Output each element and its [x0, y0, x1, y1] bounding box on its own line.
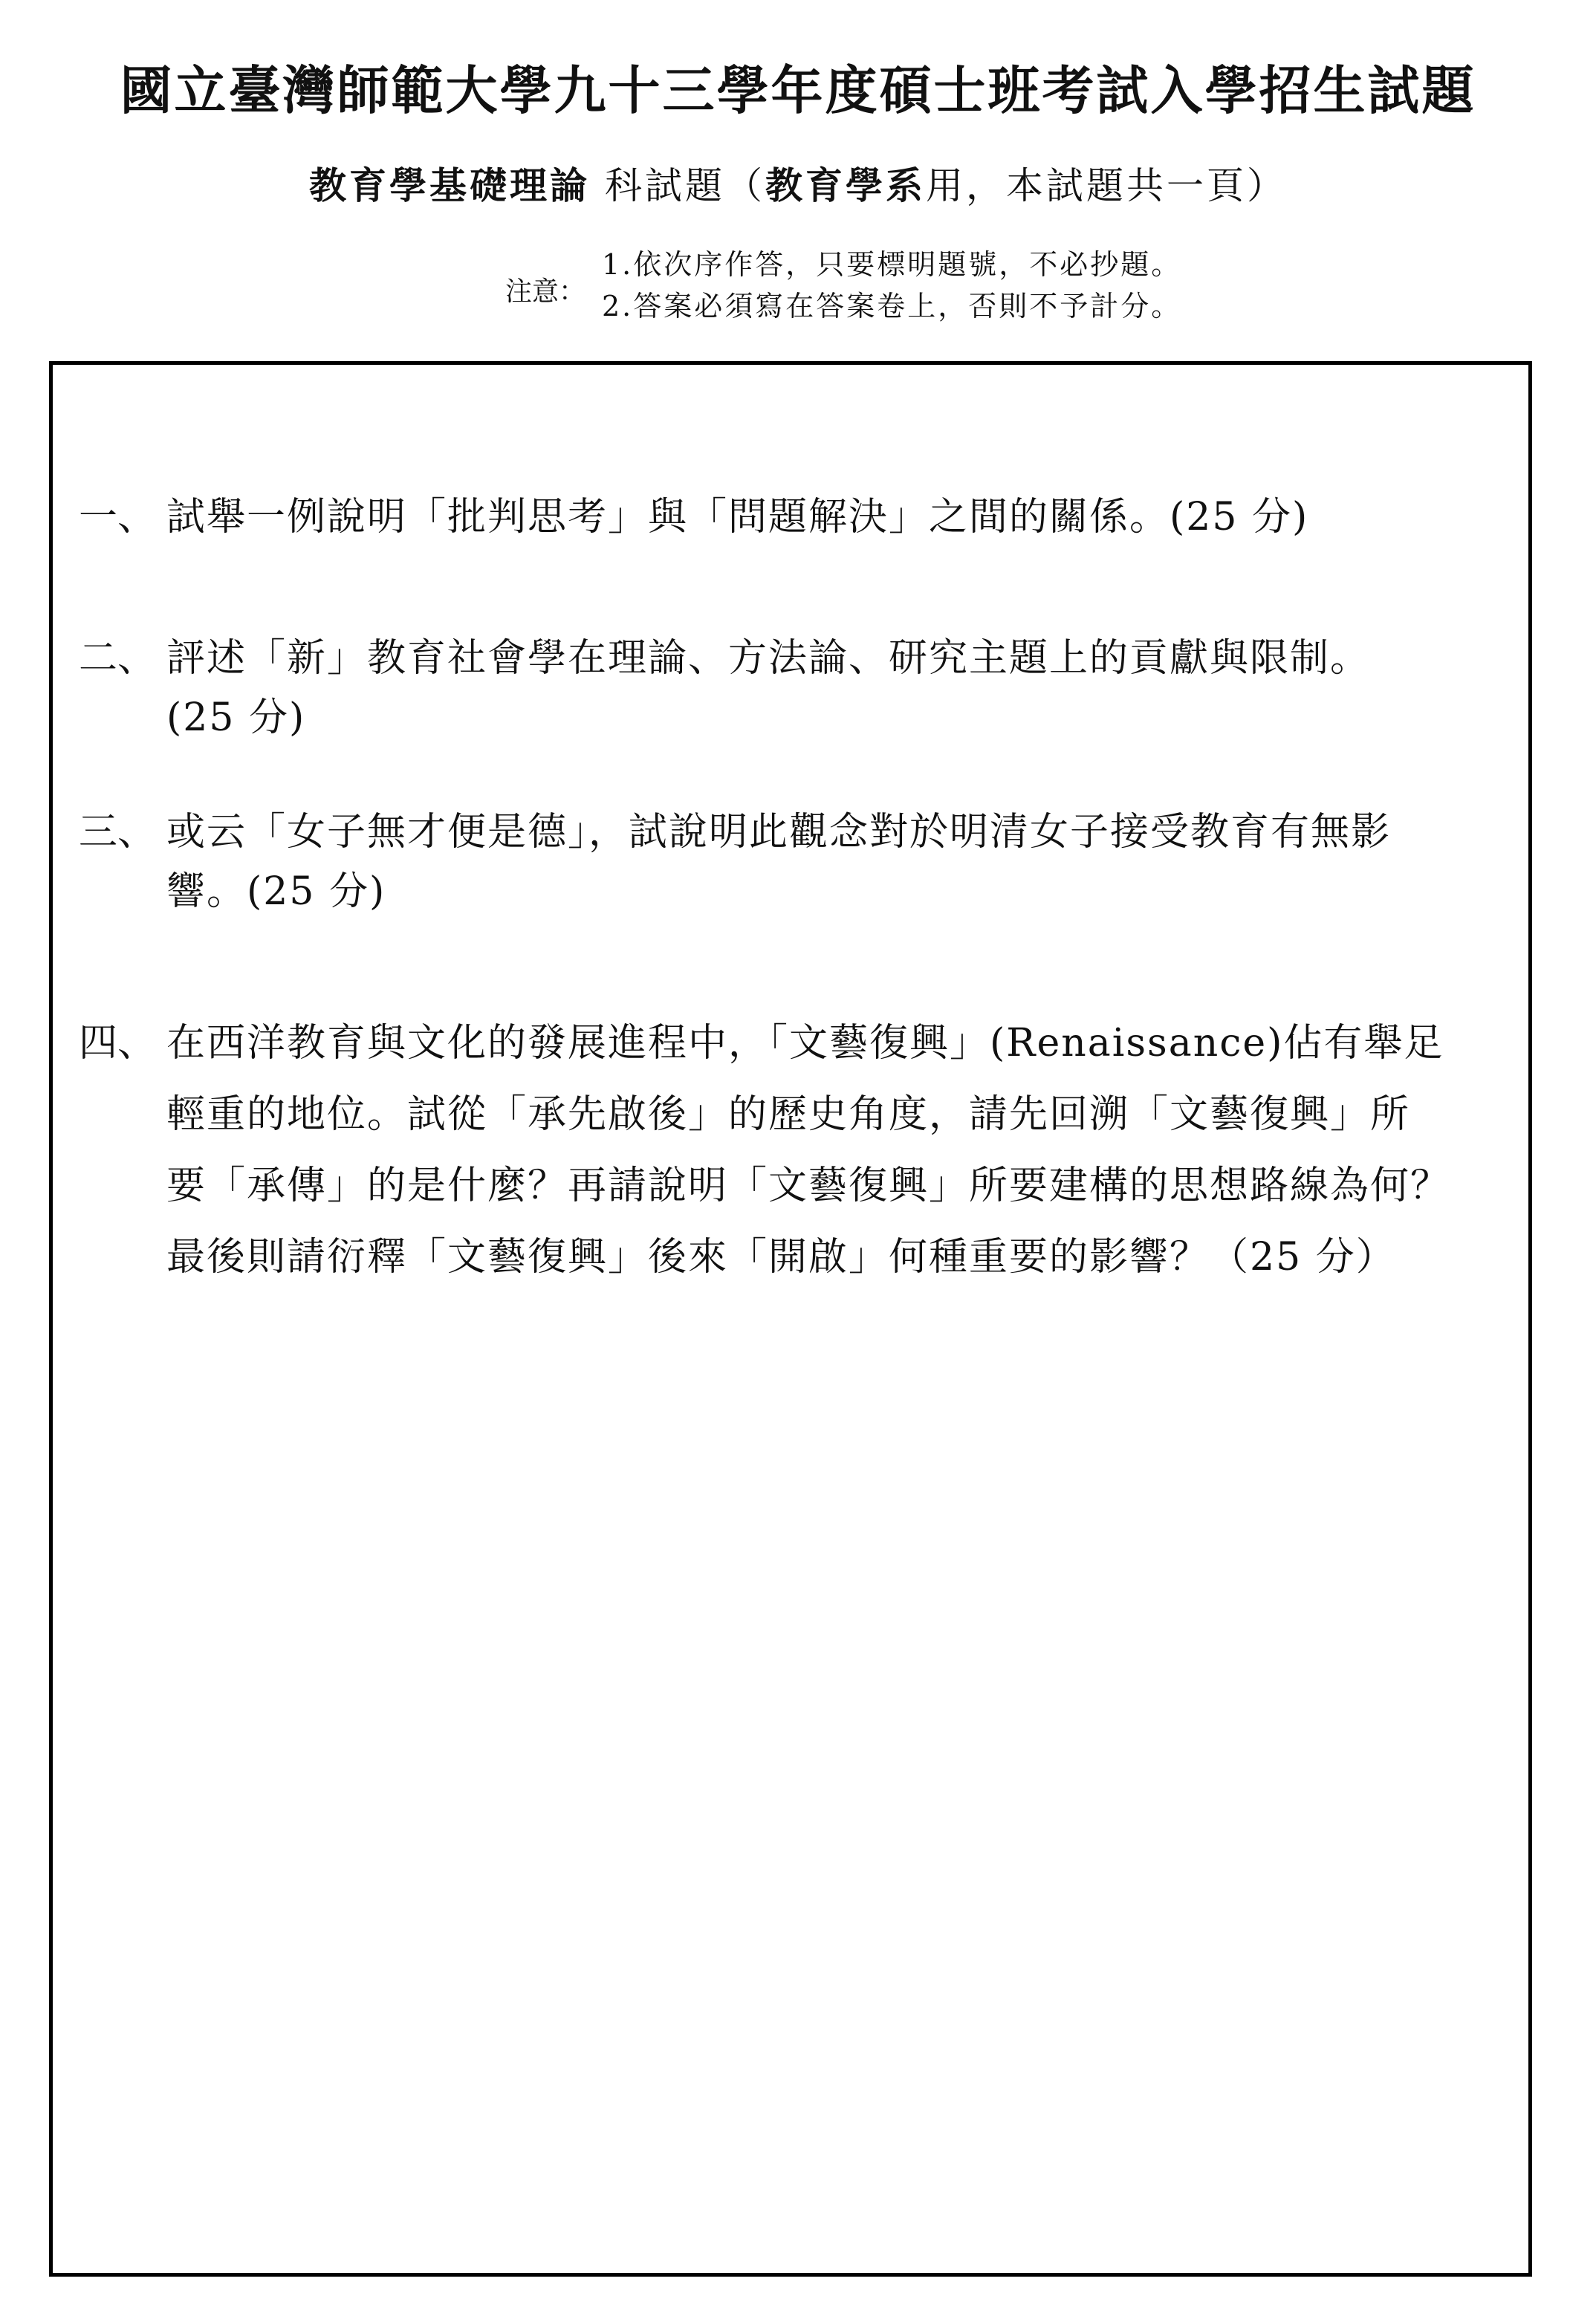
exam-subtitle — [0, 156, 1596, 210]
question-1 — [79, 481, 1505, 553]
department-suffix: 用，本試題共一頁） — [925, 164, 1287, 207]
question-text-line: 或云「女子無才便是德」，試說明此觀念對於明清女子接受教育有無影 — [166, 810, 1392, 854]
question-number: 二、 — [79, 636, 157, 681]
question-text-line: (25 分) — [166, 695, 306, 740]
notice-items — [602, 244, 1181, 327]
question-text-line: 最後則請衍釋「文藝復興」後來「開啟」何種重要的影響？（25 分） — [166, 1235, 1396, 1279]
notice-label: 注意： — [505, 276, 586, 307]
notice-item: 1.依次序作答，只要標明題號，不必抄題。 — [602, 248, 1182, 281]
exam-title: 國立臺灣師範大學九十三學年度碩士班考試入學招生試題 — [120, 60, 1476, 121]
question-3 — [79, 797, 1505, 915]
subject-suffix: 科試題（ — [604, 164, 765, 207]
notice-block — [505, 244, 1323, 325]
question-text-line: 要「承傳」的是什麼？再請說明「文藝復興」所要建構的思想路線為何？ — [166, 1164, 1451, 1208]
subject-name: 教育學基礎理論 — [309, 164, 591, 207]
question-number: 四、 — [79, 1021, 157, 1066]
question-4 — [79, 1008, 1505, 1293]
question-text-line: 評述「新」教育社會學在理論、方法論、研究主題上的貢獻與限制。 — [166, 636, 1371, 681]
question-text-line: 輕重的地位。試從「承先啟後」的歷史角度，請先回溯「文藝復興」所 — [166, 1092, 1411, 1137]
question-text-line: 在西洋教育與文化的發展進程中，「文藝復興」(Renaissance)佔有舉足 — [166, 1021, 1444, 1066]
question-text-line: 響。(25 分) — [166, 869, 386, 914]
question-text-line: 試舉一例說明「批判思考」與「問題解決」之間的關係。(25 分) — [166, 495, 1309, 539]
notice-item: 2.答案必須寫在答案卷上，否則不予計分。 — [602, 290, 1182, 322]
question-number: 三、 — [79, 810, 157, 854]
question-number: 一、 — [79, 495, 157, 539]
question-2 — [79, 623, 1505, 742]
department-name: 教育學系 — [765, 164, 926, 207]
